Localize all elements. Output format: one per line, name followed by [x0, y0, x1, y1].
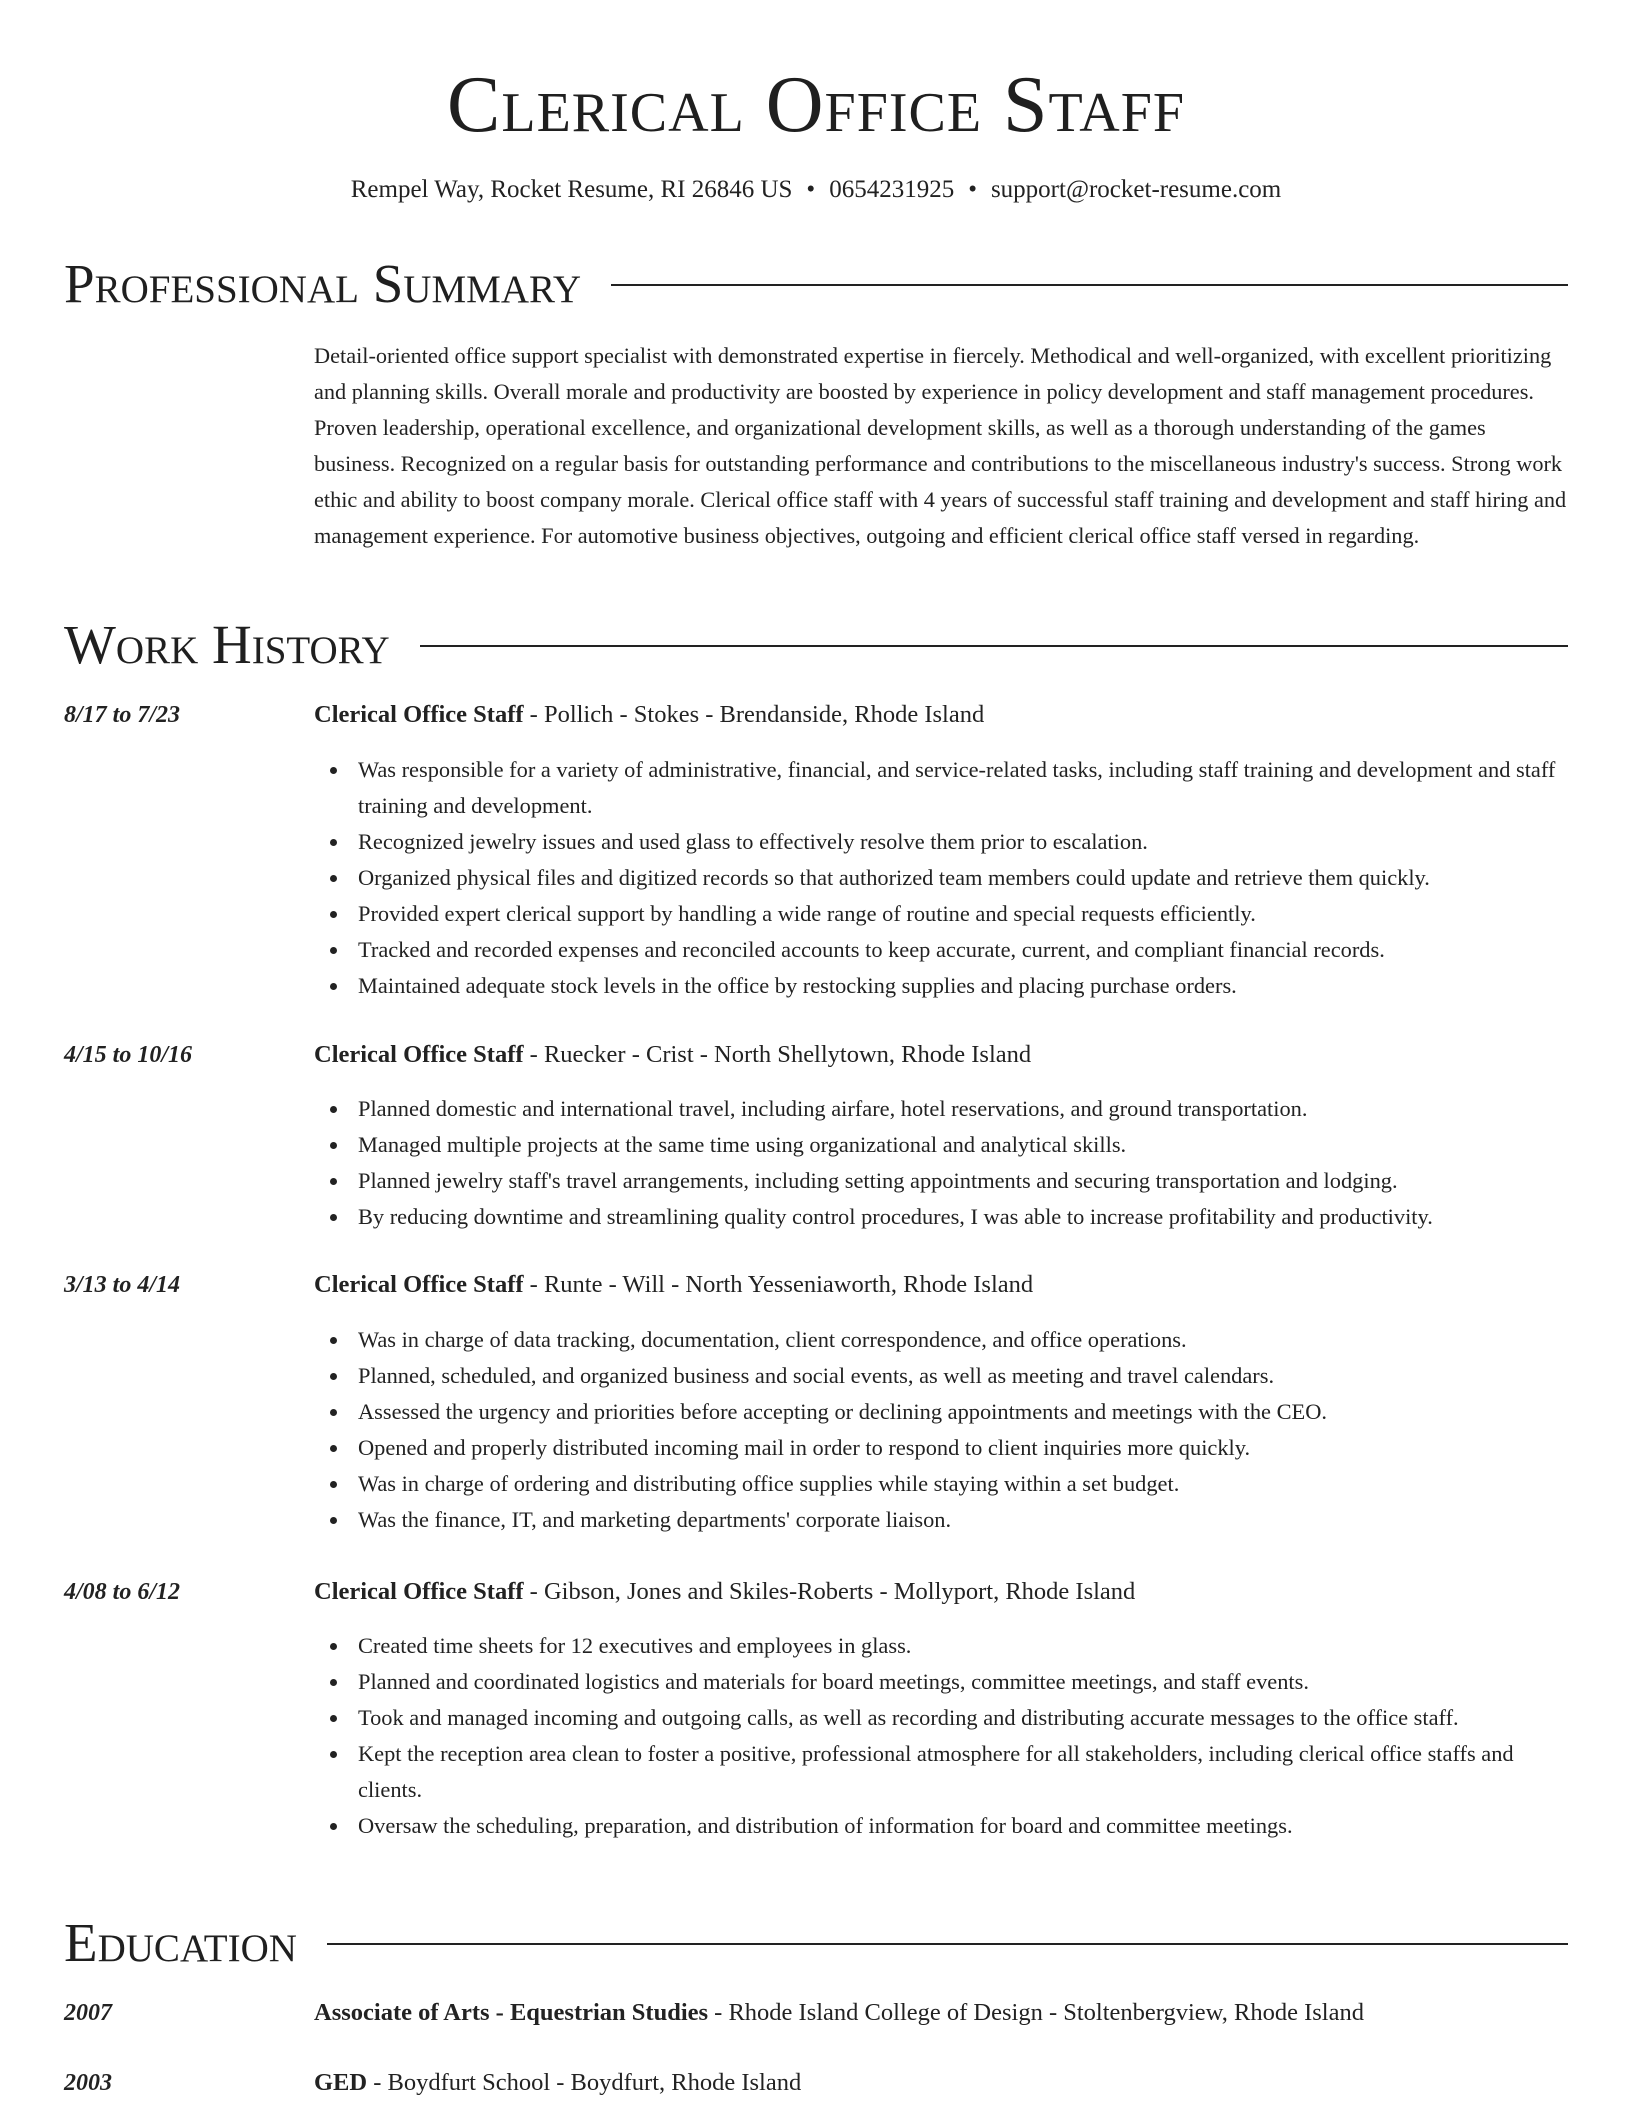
job-dates: 4/15 to 10/16 [64, 1042, 193, 1068]
job-bullet: Planned and coordinated logistics and materials for board meetings, committee meetings, and staff events. [314, 1664, 1568, 1700]
job-bullets [314, 1322, 1568, 1538]
job-bullet: Was the finance, IT, and marketing departments' corporate liaison. [314, 1502, 1568, 1538]
section-title-education: Education [64, 1911, 327, 1975]
job-employer-location: - Runte - Will - North Yesseniaworth, Rhode Island [523, 1271, 1034, 1298]
job-employer-location: - Pollich - Stokes - Brendanside, Rhode Island [523, 701, 985, 728]
job-bullet: Planned jewelry staff's travel arrangements, including setting appointments and securing transportation and lodging. [314, 1163, 1568, 1199]
job-title: Clerical Office Staff [314, 1578, 524, 1605]
job-bullet: Recognized jewelry issues and used glass to effectively resolve them prior to escalation. [314, 824, 1568, 860]
job-employer-location: - Gibson, Jones and Skiles-Roberts - Mollyport, Rhode Island [523, 1578, 1136, 1605]
job-title: Clerical Office Staff [314, 1041, 524, 1068]
contact-separator: • [968, 176, 977, 203]
job-bullet: Tracked and recorded expenses and reconciled accounts to keep accurate, current, and compliant financial records. [314, 932, 1568, 968]
job-bullet: Was responsible for a variety of administrative, financial, and service-related tasks, including staff training and development and staff training and development. [314, 752, 1568, 824]
job-bullet: Maintained adequate stock levels in the office by restocking supplies and placing purchase orders. [314, 968, 1568, 1004]
education-entry [314, 1995, 1364, 2031]
job-bullet: Assessed the urgency and priorities before accepting or declining appointments and meetings with the CEO. [314, 1394, 1568, 1430]
job-bullet: Was in charge of ordering and distributing office supplies while staying within a set budget. [314, 1466, 1568, 1502]
job-heading [314, 697, 984, 733]
job-bullet: Took and managed incoming and outgoing calls, as well as recording and distributing accurate messages to the office staff. [314, 1700, 1568, 1736]
job-heading [314, 1037, 1031, 1073]
job-bullet: By reducing downtime and streamlining quality control procedures, I was able to increase profitability and productivity. [314, 1199, 1568, 1235]
job-bullet: Planned domestic and international travel, including airfare, hotel reservations, and ground transportation. [314, 1091, 1568, 1127]
section-title-summary: Professional Summary [64, 252, 611, 316]
job-bullet: Planned, scheduled, and organized business and social events, as well as meeting and travel calendars. [314, 1358, 1568, 1394]
contact-phone: 0654231925 [829, 176, 955, 203]
job-bullet: Oversaw the scheduling, preparation, and distribution of information for board and committee meetings. [314, 1808, 1568, 1844]
job-bullets [314, 1628, 1568, 1844]
job-bullet: Was in charge of data tracking, documentation, client correspondence, and office operations. [314, 1322, 1568, 1358]
job-heading [314, 1267, 1033, 1303]
contact-address: Rempel Way, Rocket Resume, RI 26846 US [350, 176, 793, 203]
job-bullets [314, 1091, 1568, 1235]
job-bullet: Provided expert clerical support by handling a wide range of routine and special requests efficiently. [314, 896, 1568, 932]
education-year: 2003 [64, 2070, 112, 2096]
education-year: 2007 [64, 2000, 112, 2026]
job-bullets [314, 752, 1568, 1004]
job-bullet: Organized physical files and digitized records so that authorized team members could update and retrieve them quickly. [314, 860, 1568, 896]
contact-email: support@rocket-resume.com [990, 176, 1282, 203]
job-title: Clerical Office Staff [314, 1271, 524, 1298]
job-dates: 3/13 to 4/14 [64, 1272, 181, 1298]
contact-separator: • [806, 176, 816, 203]
education-degree: Associate of Arts - Equestrian Studies [314, 1999, 709, 2026]
job-employer-location: - Ruecker - Crist - North Shellytown, Rhode Island [523, 1041, 1032, 1068]
education-entry [314, 2065, 801, 2101]
job-title: Clerical Office Staff [314, 701, 524, 728]
education-school-location: - Boydfurt School - Boydfurt, Rhode Island [367, 2069, 802, 2096]
education-degree: GED [314, 2069, 368, 2096]
job-bullet: Kept the reception area clean to foster a positive, professional atmosphere for all stakeholders, including clerical office staffs and clients. [314, 1736, 1568, 1808]
summary-text: Detail-oriented office support specialist with demonstrated expertise in fiercely. Methodical and well-organized, with excellent prioritizing and planning skills. Overall morale and productivity are boosted by experience in policy development and staff management procedures. Proven leadership, operational excellence, and organizational development skills, as well as a thorough understanding of the games business. Recognized on a regular basis for outstanding performance and contributions to the miscellaneous industry's success. Strong work ethic and ability to boost company morale. Clerical office staff with 4 years of successful staff training and development and staff hiring and management experience. For automotive business objectives, outgoing and efficient clerical office staff versed in regarding. [314, 343, 1567, 548]
contact-line [0, 172, 1632, 208]
job-bullet: Created time sheets for 12 executives and employees in glass. [314, 1628, 1568, 1664]
job-bullet: Opened and properly distributed incoming mail in order to respond to client inquiries more quickly. [314, 1430, 1568, 1466]
section-title-work-history: Work History [64, 613, 420, 677]
education-school-location: - Rhode Island College of Design - Stoltenbergview, Rhode Island [708, 1999, 1364, 2026]
job-dates: 8/17 to 7/23 [64, 702, 181, 728]
job-heading [314, 1574, 1135, 1610]
job-dates: 4/08 to 6/12 [64, 1579, 181, 1605]
job-bullet: Managed multiple projects at the same time using organizational and analytical skills. [314, 1127, 1568, 1163]
candidate-name: Clerical Office Staff [447, 61, 1185, 149]
